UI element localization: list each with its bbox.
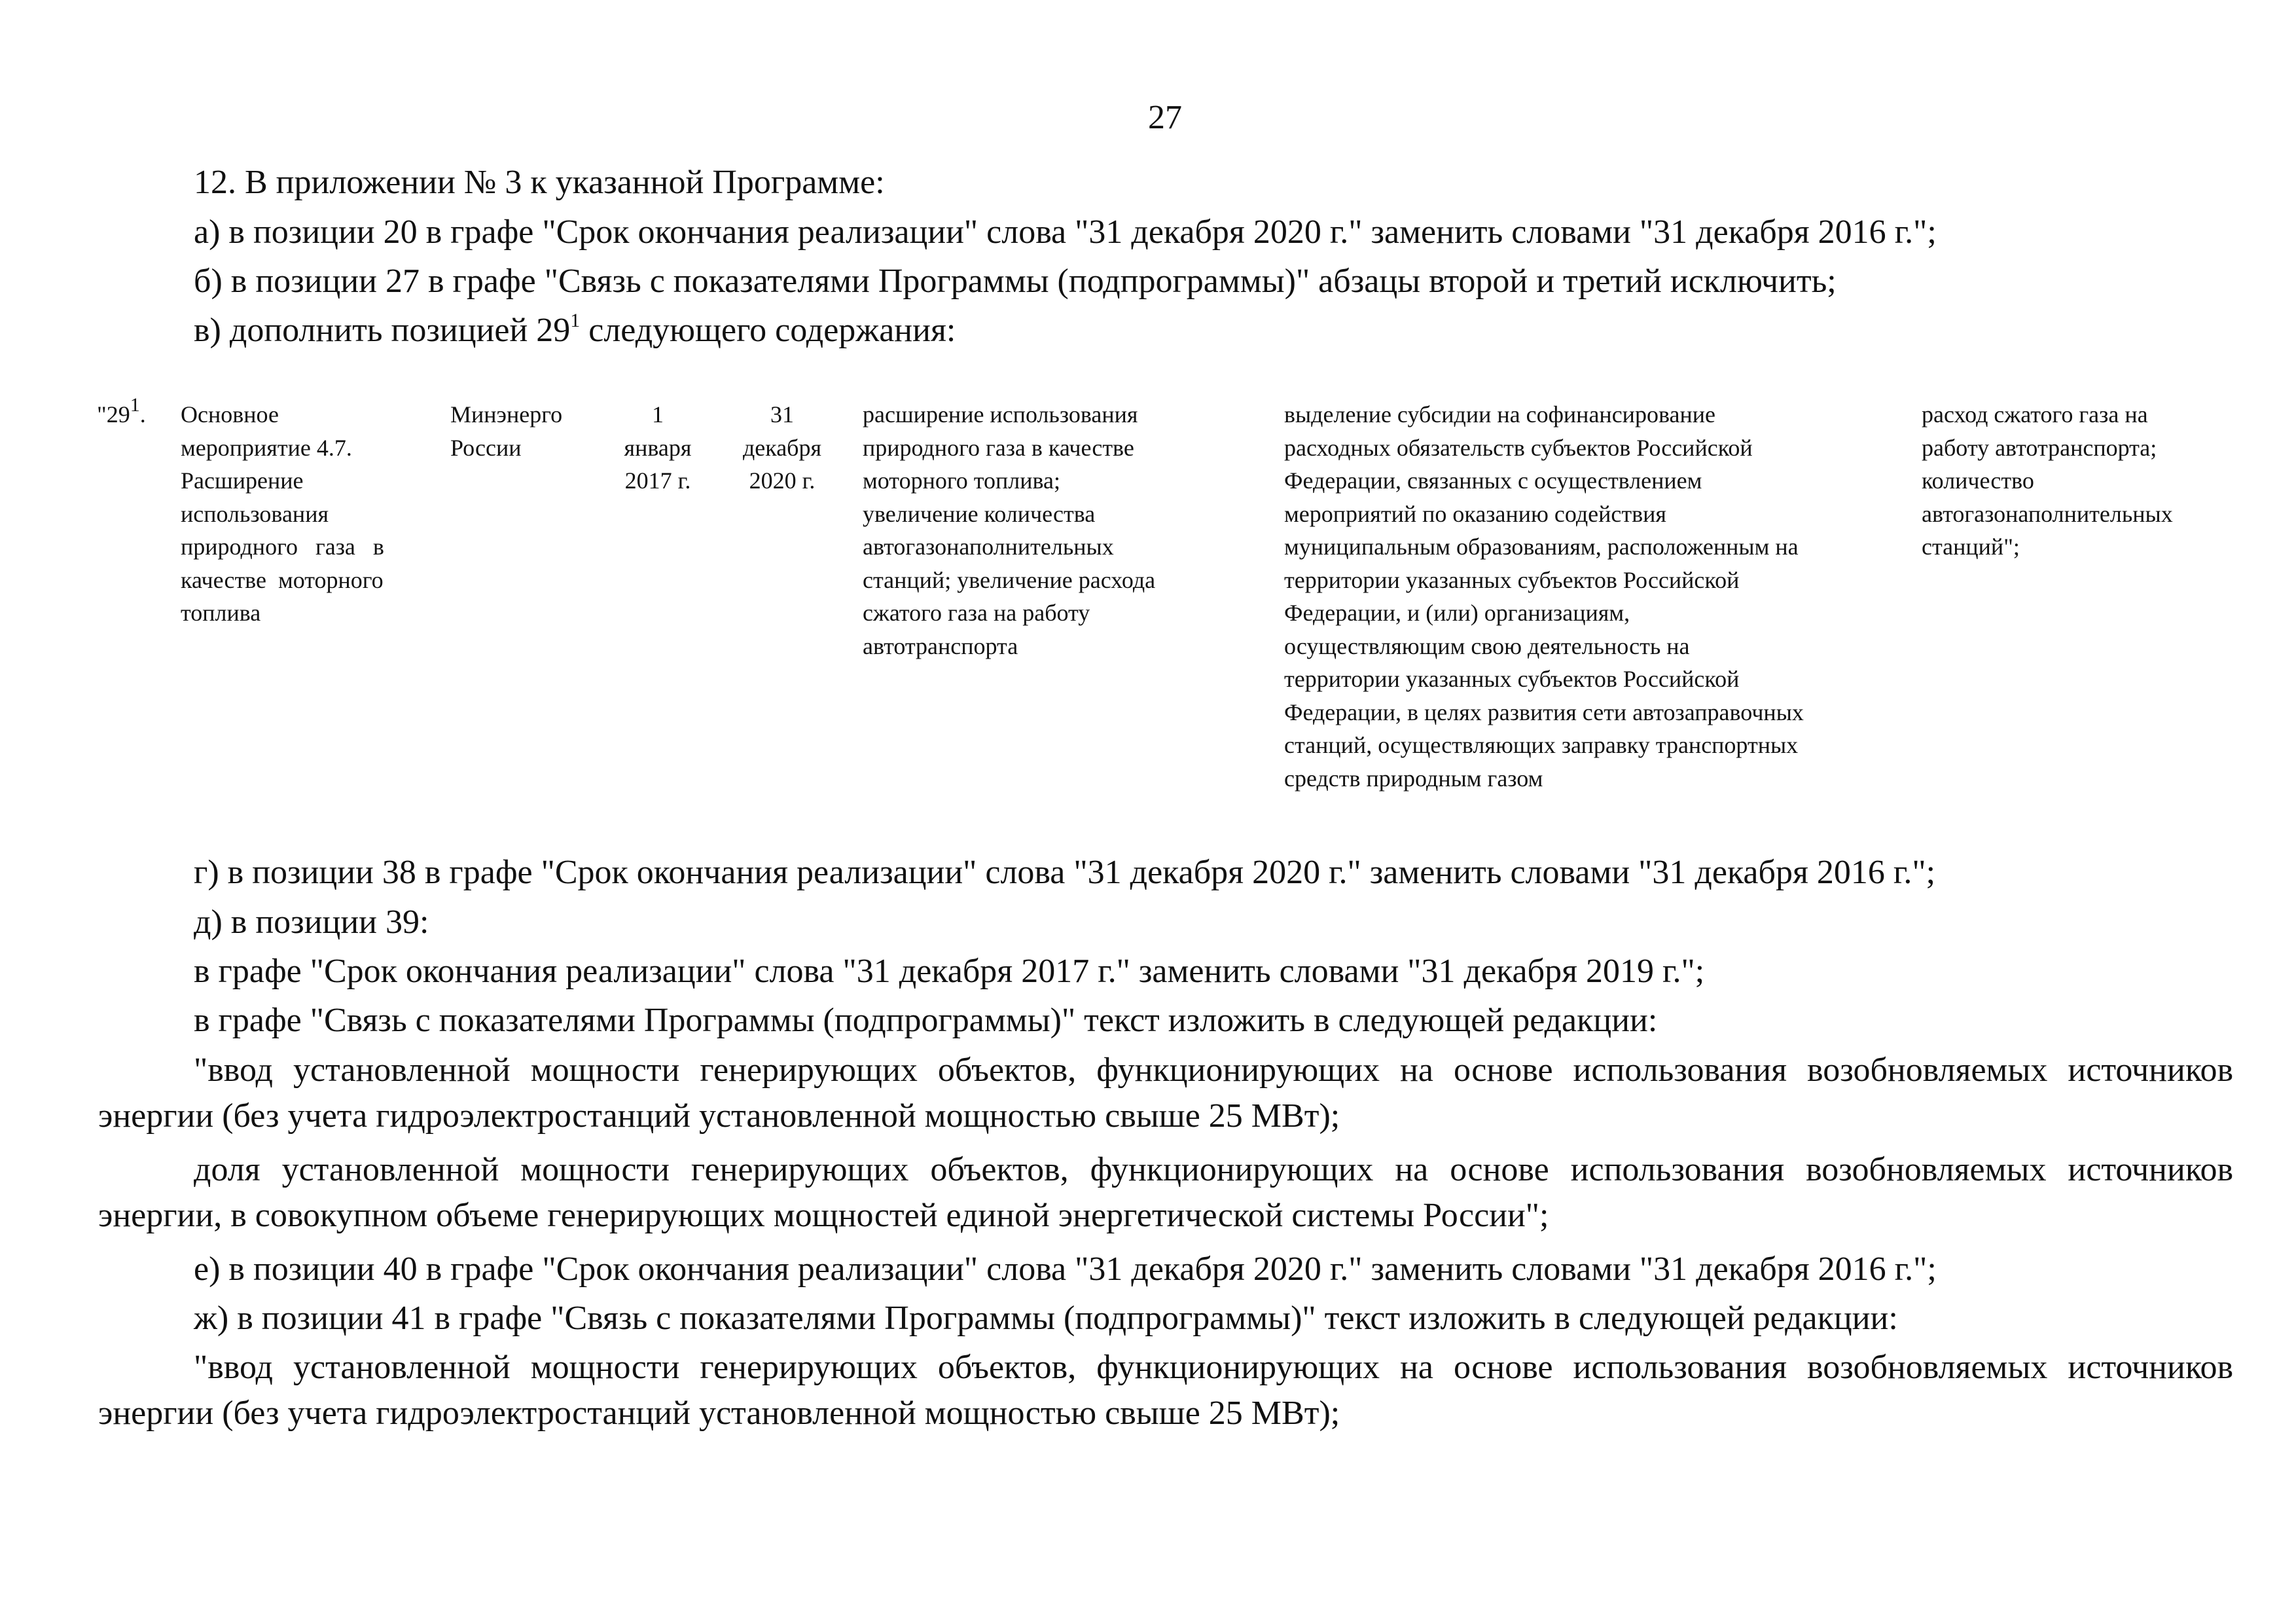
cell-line: увеличение количества [863, 500, 1096, 527]
item-v-superscript: 1 [570, 309, 581, 331]
item-d-line-2: в графе "Связь с показателями Программы (подпрограммы)" текст изложить в следующей редакции: [194, 1002, 1658, 1039]
cell-line: 2017 г. [624, 467, 691, 494]
cell-line: станций; увеличение расхода [863, 566, 1156, 593]
cell-line: мероприятие 4.7. [181, 434, 352, 461]
column-end-date [726, 398, 838, 498]
cell-line: количество [1922, 467, 2034, 494]
item-d-line-1: в графе "Срок окончания реализации" слова "31 декабря 2017 г." заменить словами "31 декабря 2019 г."; [194, 953, 1705, 990]
cell-line: территории указанных субъектов Российской [1284, 666, 1740, 692]
item-v [194, 309, 956, 352]
item-v-text-end: следующего содержания: [580, 312, 956, 349]
item-d: д) в позиции 39: [194, 903, 429, 941]
cell-line: автотранспорта [863, 632, 1018, 659]
cell-line: автогазонаполнительных [1922, 500, 2173, 527]
cell-line: станций, осуществляющих заправку транспортных [1284, 732, 1799, 758]
position-number-superscript: 1 [130, 394, 140, 416]
cell-line: Расширение [181, 467, 304, 494]
cell-line: использования [181, 500, 329, 527]
cell-line: 1 [652, 401, 664, 428]
cell-line: природного газа в [181, 534, 384, 560]
cell-line: Основное [181, 401, 279, 428]
cell-line: расходных обязательств субъектов Российской [1284, 434, 1753, 461]
column-main-directions [1284, 398, 1906, 795]
position-number [97, 394, 146, 431]
cell-line: моторного топлива; [863, 467, 1060, 494]
cell-line: территории указанных субъектов Российской [1284, 566, 1740, 593]
item-a: а) в позиции 20 в графе "Срок окончания реализации" слова "31 декабря 2020 г." заменить словами "31 декабря 2016 г."; [194, 213, 1937, 251]
cell-line: сжатого газа на работу [863, 600, 1090, 626]
cell-line: Федерации, в целях развития сети автозаправочных [1284, 699, 1804, 725]
cell-line: качестве моторного [181, 566, 384, 593]
item-b: б) в позиции 27 в графе "Связь с показателями Программы (подпрограммы)" абзацы второй и третий исключить; [194, 263, 1837, 300]
cell-line: 2020 г. [749, 467, 816, 494]
cell-line: января [624, 434, 692, 461]
item-g: г) в позиции 38 в графе "Срок окончания реализации" слова "31 декабря 2020 г." заменить словами "31 декабря 2016 г."; [194, 854, 1936, 891]
item-e: е) в позиции 40 в графе "Срок окончания реализации" слова "31 декабря 2020 г." заменить словами "31 декабря 2016 г."; [194, 1250, 1937, 1288]
item-zh-quote: "ввод установленной мощности генерирующих объектов, функционирующих на основе использования возобновляемых источников энергии (без учета гидроэлектростанций установленной мощностью свыше 25 МВт); [98, 1349, 2233, 1432]
cell-line: России [450, 434, 522, 461]
column-measure-name [181, 398, 423, 630]
item-v-text: в) дополнить позицией 29 [194, 312, 571, 349]
column-expected-result [863, 398, 1242, 663]
cell-line: расширение использования [863, 401, 1138, 428]
item-zh: ж) в позиции 41 в графе "Связь с показателями Программы (подпрограммы)" текст изложить в следующей редакции: [194, 1300, 1898, 1337]
cell-line: Минэнерго [450, 401, 563, 428]
column-responsible [450, 398, 594, 464]
paragraph-12-heading: 12. В приложении № 3 к указанной Программе: [194, 164, 885, 201]
cell-line: станций"; [1922, 534, 2020, 560]
cell-line: топлива [181, 600, 261, 626]
cell-line: работу автотранспорта; [1922, 434, 2157, 461]
item-d-quote-1: "ввод установленной мощности генерирующих объектов, функционирующих на основе использования возобновляемых источников энергии (без учета гидроэлектростанций установленной мощностью свыше 25 МВт); [98, 1051, 2233, 1135]
cell-line: автогазонаполнительных [863, 534, 1114, 560]
cell-line: муниципальным образованиям, расположенным на [1284, 534, 1799, 560]
position-number-text: "29 [97, 401, 130, 428]
cell-line: 31 [770, 401, 794, 428]
cell-line: средств природным газом [1284, 765, 1543, 792]
cell-line: природного газа в качестве [863, 434, 1134, 461]
cell-line: Федерации, связанных с осуществлением [1284, 467, 1702, 494]
cell-line: расход сжатого газа на [1922, 401, 2148, 428]
page-number: 27 [1148, 99, 1182, 136]
cell-line: выделение субсидии на софинансирование [1284, 401, 1715, 428]
column-indicators-link [1922, 398, 2236, 564]
cell-line: Федерации, и (или) организациям, [1284, 600, 1630, 626]
cell-line: мероприятий по оказанию содействия [1284, 500, 1666, 527]
cell-line: декабря [742, 434, 822, 461]
column-start-date [609, 398, 707, 498]
cell-line: осуществляющим свою деятельность на [1284, 632, 1690, 659]
item-d-quote-2: доля установленной мощности генерирующих объектов, функционирующих на основе использования возобновляемых источников энергии, в совокупном объеме генерирующих мощностей единой энергетической системы России"; [98, 1151, 2233, 1234]
position-number-dot: . [139, 401, 146, 428]
